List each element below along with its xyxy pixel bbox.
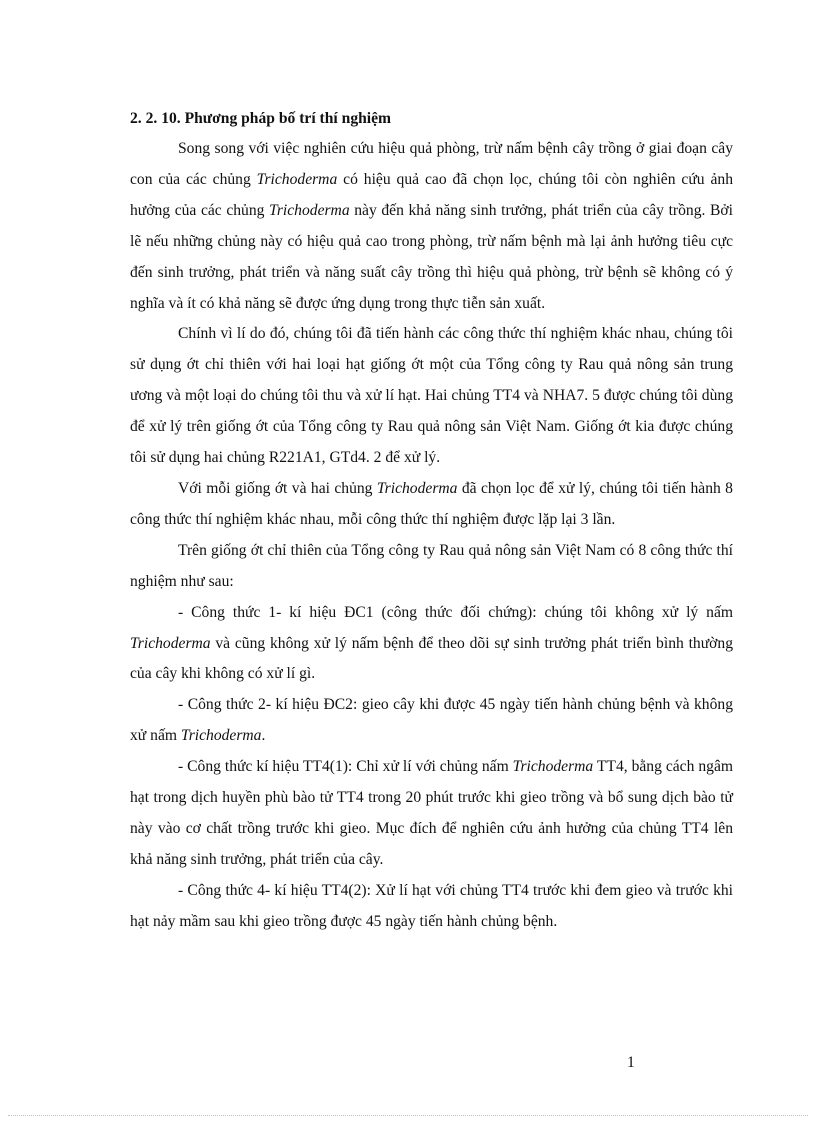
paragraph xyxy=(130,474,733,536)
text-run: . xyxy=(261,727,266,745)
text-run: Trên giống ớt chỉ thiên của Tổng công ty Rau quả nông sản Việt Nam có 8 công thức thí nghiệm như sau: xyxy=(130,541,733,590)
paragraph xyxy=(130,690,733,752)
text-run: - Công thức kí hiệu TT4(1): Chỉ xử lí với chủng nấm xyxy=(178,758,513,776)
text-run: - Công thức 1- kí hiệu ĐC1 (công thức đối chứng): chúng tôi không xử lý nấm xyxy=(178,603,733,621)
text-run: có hiệu quả cao đã chọn lọc, chúng tôi còn nghiên cứu ảnh hưởng của các chủng xyxy=(130,170,733,219)
italic-term: Trichoderma xyxy=(269,201,350,219)
text-run: này đến khả năng sinh trưởng, phát triển của cây trồng. Bởi lẽ nếu những chủng này có hiệu quả cao trong phòng, trừ nấm bệnh mà lại ảnh hưởng tiêu cực đến sinh trưởng, phát triển và năng suất cây trồng thì hiệu quả phòng, trừ bệnh sẽ không có ý nghĩa và ít có khả năng sẽ được ứng dụng trong thực tiễn sản xuất. xyxy=(130,201,733,312)
text-run: TT4, bằng cách ngâm hạt trong dịch huyền phù bào tử TT4 trong 20 phút trước khi gieo trồng và bổ sung dịch bào tử này vào cơ chất trồng trước khi gieo. Mục đích để nghiên cứu ảnh hưởng của chủng TT4 lên khả năng sinh trưởng, phát triển của cây. xyxy=(130,758,733,868)
text-run: - Công thức 4- kí hiệu TT4(2): Xử lí hạt với chủng TT4 trước khi đem gieo và trước khi hạt nảy mầm sau khi gieo trồng được 45 ngày tiến hành chủng bệnh. xyxy=(130,881,733,930)
paragraph xyxy=(130,319,733,474)
document-body xyxy=(130,104,733,938)
text-run: Song song với việc nghiên cứu hiệu quả phòng, trừ nấm bệnh cây trồng ở giai đoạn cây con của các chủng xyxy=(130,140,733,188)
page-bottom-divider xyxy=(8,1115,808,1116)
section-heading: 2. 2. 10. Phương pháp bố trí thí nghiệm xyxy=(130,110,392,127)
text-run: Chính vì lí do đó, chúng tôi đã tiến hành các công thức thí nghiệm khác nhau, chúng tôi sử dụng ớt chỉ thiên với hai loại hạt giống ớt một của Tổng công ty Rau quả nông sản trung ương và một loại do chúng tôi thu và xử lí hạt. Hai chủng TT4 và NHA7. 5 được chúng tôi dùng để xử lý trên giống ớt của Tổng công ty Rau quả nông sản Việt Nam. Giống ớt kia được chúng tôi sử dụng hai chủng R221A1, GTd4. 2 để xử lý. xyxy=(130,325,733,467)
italic-term: Trichoderma xyxy=(512,758,594,776)
italic-term: Trichoderma xyxy=(180,727,262,745)
text-run: và cũng không xử lý nấm bệnh để theo dõi sự sinh trưởng phát triển bình thường của cây khi không có xử lí gì. xyxy=(130,634,733,683)
paragraph xyxy=(130,134,733,319)
italic-term: Trichoderma xyxy=(256,170,338,188)
italic-term: Trichoderma xyxy=(130,634,211,652)
italic-term: Trichoderma xyxy=(376,479,458,497)
paragraph xyxy=(130,752,733,876)
paragraph xyxy=(130,598,733,691)
text-run: đã chọn lọc để xử lý, chúng tôi tiến hành 8 công thức thí nghiệm khác nhau, mỗi công thức thí nghiệm được lặp lại 3 lần. xyxy=(130,479,733,528)
paragraph xyxy=(130,876,733,938)
text-run: Với mỗi giống ớt và hai chủng xyxy=(178,479,377,497)
paragraph xyxy=(130,536,733,598)
page-number: 1 xyxy=(627,1054,635,1071)
text-run: - Công thức 2- kí hiệu ĐC2: gieo cây khi được 45 ngày tiến hành chủng bệnh và không xử nấm xyxy=(130,696,733,745)
